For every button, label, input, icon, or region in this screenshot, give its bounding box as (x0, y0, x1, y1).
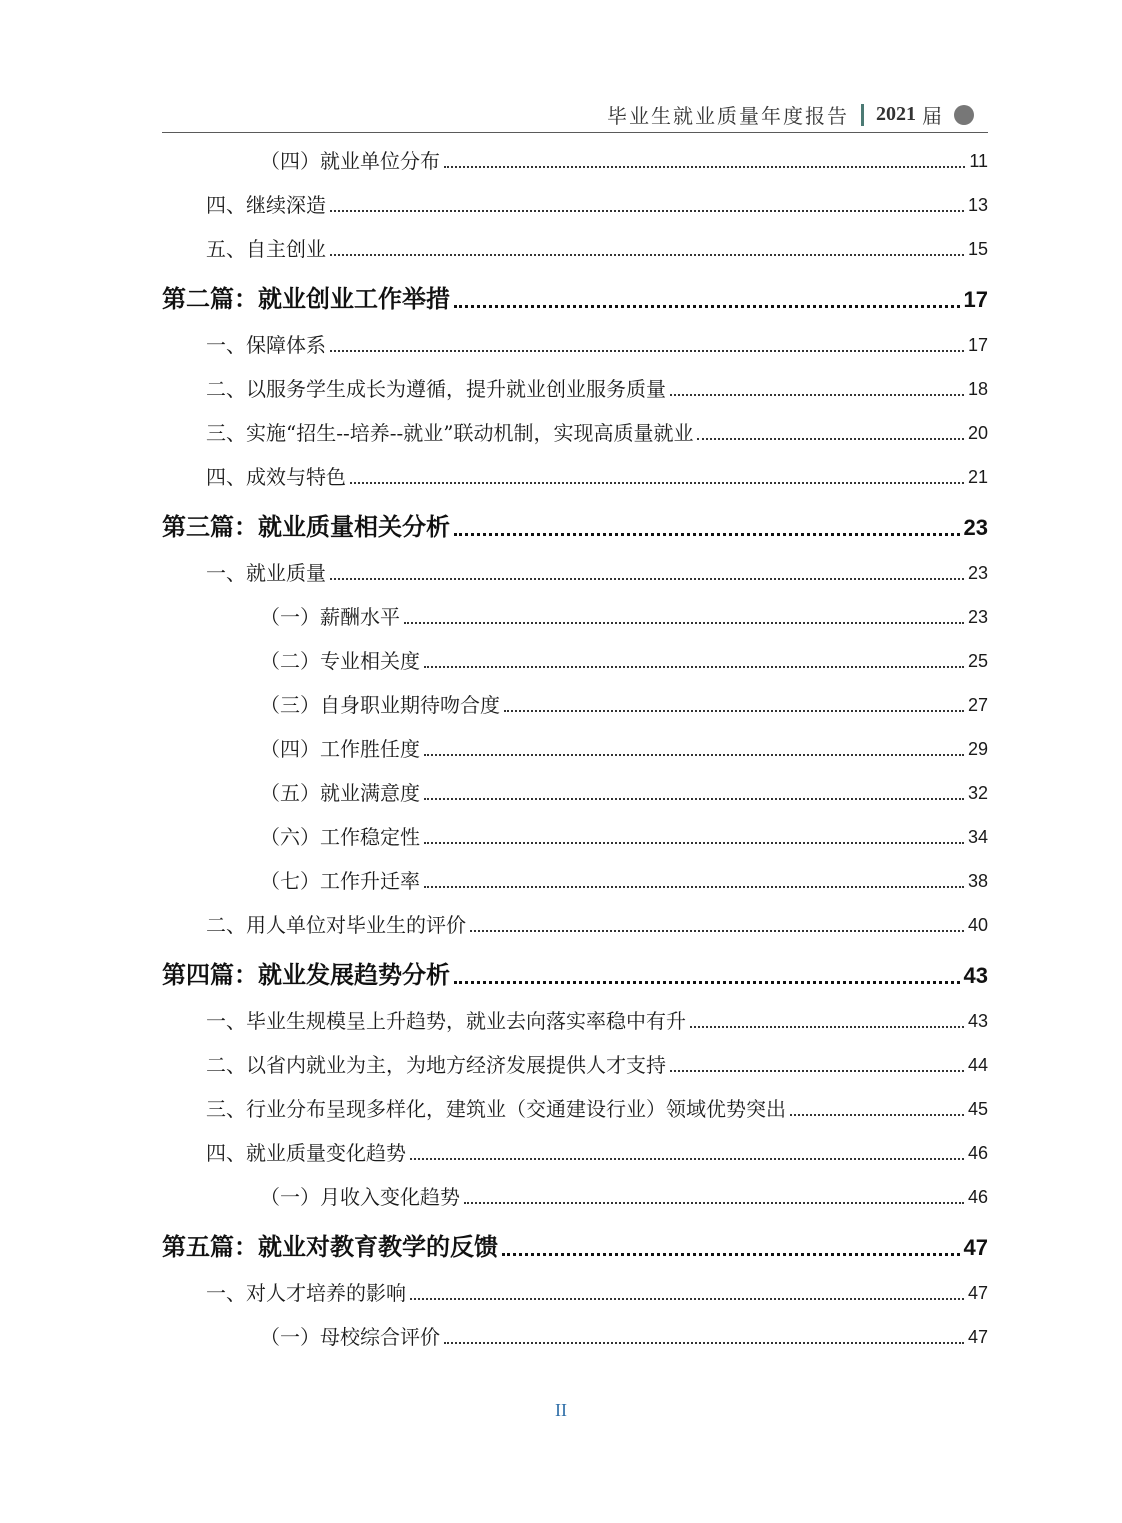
toc-section-entry[interactable] (162, 1266, 988, 1310)
toc-leader-dots (330, 350, 964, 352)
toc-leader-dots (424, 886, 964, 888)
toc-section-entry[interactable] (162, 1038, 988, 1082)
toc-entry-page: 47 (967, 1283, 988, 1303)
toc-entry-page: 43 (967, 1011, 988, 1031)
toc-entry-label: 二、以省内就业为主，为地方经济发展提供人才支持 (206, 1053, 666, 1077)
toc-subsection-entry[interactable] (162, 678, 988, 722)
toc-subsection-entry[interactable] (162, 854, 988, 898)
toc-leader-dots (502, 1253, 960, 1256)
header-separator (861, 104, 864, 126)
header-title: 毕业生就业质量年度报告 (607, 104, 849, 128)
toc-subsection-entry[interactable] (162, 590, 988, 634)
toc-entry-label: 一、毕业生规模呈上升趋势，就业去向落实率稳中有升 (206, 1009, 686, 1033)
toc-entry-label: 二、用人单位对毕业生的评价 (206, 913, 466, 937)
toc-entry-label: （七）工作升迁率 (260, 869, 420, 893)
toc-entry-page: 38 (967, 871, 988, 891)
toc-leader-dots (690, 1026, 964, 1028)
toc-entry-label: （一）月收入变化趋势 (260, 1185, 460, 1209)
toc-entry-page: 47 (963, 1235, 988, 1260)
toc-section-entry[interactable] (162, 406, 988, 450)
toc-leader-dots (350, 482, 964, 484)
toc-entry-page: 29 (967, 739, 988, 759)
toc-chapter-entry[interactable] (162, 1214, 988, 1266)
header-year: 2021 (876, 103, 916, 125)
toc-leader-dots (330, 210, 964, 212)
toc-entry-page: 46 (967, 1187, 988, 1207)
toc-entry-page: 46 (967, 1143, 988, 1163)
toc-leader-dots (670, 1070, 964, 1072)
toc-leader-dots (424, 842, 964, 844)
toc-entry-label: （一）母校综合评价 (260, 1325, 440, 1349)
toc-leader-dots (470, 930, 964, 932)
toc-leader-dots (454, 981, 960, 984)
toc-section-entry[interactable] (162, 318, 988, 362)
toc-entry-page: 40 (967, 915, 988, 935)
toc-entry-label: 第五篇：就业对教育教学的反馈 (162, 1232, 498, 1261)
toc-entry-label: （四）就业单位分布 (260, 149, 440, 173)
toc-entry-page: 11 (969, 151, 988, 171)
toc-entry-page: 17 (967, 335, 988, 355)
toc-leader-dots (697, 438, 963, 440)
toc-leader-dots (404, 622, 964, 624)
toc-subsection-entry[interactable] (162, 766, 988, 810)
table-of-contents (162, 134, 988, 1354)
toc-leader-dots (444, 1342, 964, 1344)
toc-entry-page: 25 (967, 651, 988, 671)
toc-leader-dots (330, 254, 964, 256)
toc-entry-label: （二）专业相关度 (260, 649, 420, 673)
toc-entry-label: 第二篇：就业创业工作举措 (162, 284, 450, 313)
toc-entry-label: 第四篇：就业发展趋势分析 (162, 960, 450, 989)
toc-entry-page: 21 (967, 467, 988, 487)
toc-entry-page: 32 (967, 783, 988, 803)
toc-entry-page: 23 (967, 607, 988, 627)
toc-section-entry[interactable] (162, 898, 988, 942)
toc-leader-dots (424, 754, 964, 756)
toc-entry-label: （四）工作胜任度 (260, 737, 420, 761)
toc-leader-dots (444, 166, 965, 168)
toc-entry-page: 34 (967, 827, 988, 847)
toc-entry-label: 三、行业分布呈现多样化，建筑业（交通建设行业）领域优势突出 (206, 1097, 786, 1121)
toc-entry-page: 47 (967, 1327, 988, 1347)
page-header (162, 96, 988, 133)
toc-entry-page: 23 (967, 563, 988, 583)
toc-entry-label: 一、保障体系 (206, 333, 326, 357)
toc-leader-dots (330, 578, 964, 580)
toc-subsection-entry[interactable] (162, 722, 988, 766)
toc-leader-dots (424, 798, 964, 800)
toc-leader-dots (424, 666, 964, 668)
toc-chapter-entry[interactable] (162, 494, 988, 546)
toc-leader-dots (670, 394, 964, 396)
header-suffix: 届 (922, 104, 944, 128)
toc-section-entry[interactable] (162, 450, 988, 494)
toc-leader-dots (504, 710, 964, 712)
toc-entry-page: 43 (963, 963, 988, 988)
toc-entry-page: 27 (967, 695, 988, 715)
toc-section-entry[interactable] (162, 362, 988, 406)
toc-entry-page: 20 (967, 423, 988, 443)
toc-chapter-entry[interactable] (162, 266, 988, 318)
toc-entry-label: 四、继续深造 (206, 193, 326, 217)
toc-subsection-entry[interactable] (162, 134, 988, 178)
toc-entry-label: （一）薪酬水平 (260, 605, 400, 629)
toc-section-entry[interactable] (162, 1082, 988, 1126)
toc-entry-label: 第三篇：就业质量相关分析 (162, 512, 450, 541)
toc-section-entry[interactable] (162, 546, 988, 590)
toc-entry-page: 23 (963, 515, 988, 540)
toc-chapter-entry[interactable] (162, 942, 988, 994)
toc-leader-dots (410, 1298, 964, 1300)
header-dot-icon (954, 105, 974, 125)
toc-leader-dots (790, 1114, 964, 1116)
toc-subsection-entry[interactable] (162, 1170, 988, 1214)
toc-section-entry[interactable] (162, 178, 988, 222)
toc-entry-page: 13 (967, 195, 988, 215)
toc-entry-label: 一、对人才培养的影响 (206, 1281, 406, 1305)
toc-entry-label: 四、成效与特色 (206, 465, 346, 489)
page-number: II (555, 1400, 567, 1420)
toc-entry-label: （三）自身职业期待吻合度 (260, 693, 500, 717)
toc-leader-dots (464, 1202, 964, 1204)
toc-subsection-entry[interactable] (162, 634, 988, 678)
toc-entry-label: （五）就业满意度 (260, 781, 420, 805)
toc-entry-label: 五、自主创业 (206, 237, 326, 261)
toc-section-entry[interactable] (162, 222, 988, 266)
toc-leader-dots (454, 533, 960, 536)
toc-entry-page: 17 (963, 287, 988, 312)
toc-entry-page: 45 (967, 1099, 988, 1119)
header-title-group (607, 100, 974, 129)
toc-entry-label: 三、实施“招生--培养--就业”联动机制，实现高质量就业 (206, 421, 694, 445)
toc-section-entry[interactable] (162, 994, 988, 1038)
toc-subsection-entry[interactable] (162, 810, 988, 854)
toc-leader-dots (454, 305, 960, 308)
toc-entry-label: 四、就业质量变化趋势 (206, 1141, 406, 1165)
toc-section-entry[interactable] (162, 1126, 988, 1170)
toc-leader-dots (410, 1158, 964, 1160)
toc-entry-label: 二、以服务学生成长为遵循，提升就业创业服务质量 (206, 377, 666, 401)
toc-entry-label: 一、就业质量 (206, 561, 326, 585)
toc-entry-page: 44 (967, 1055, 988, 1075)
toc-entry-label: （六）工作稳定性 (260, 825, 420, 849)
toc-entry-page: 15 (967, 239, 988, 259)
toc-entry-page: 18 (967, 379, 988, 399)
toc-subsection-entry[interactable] (162, 1310, 988, 1354)
